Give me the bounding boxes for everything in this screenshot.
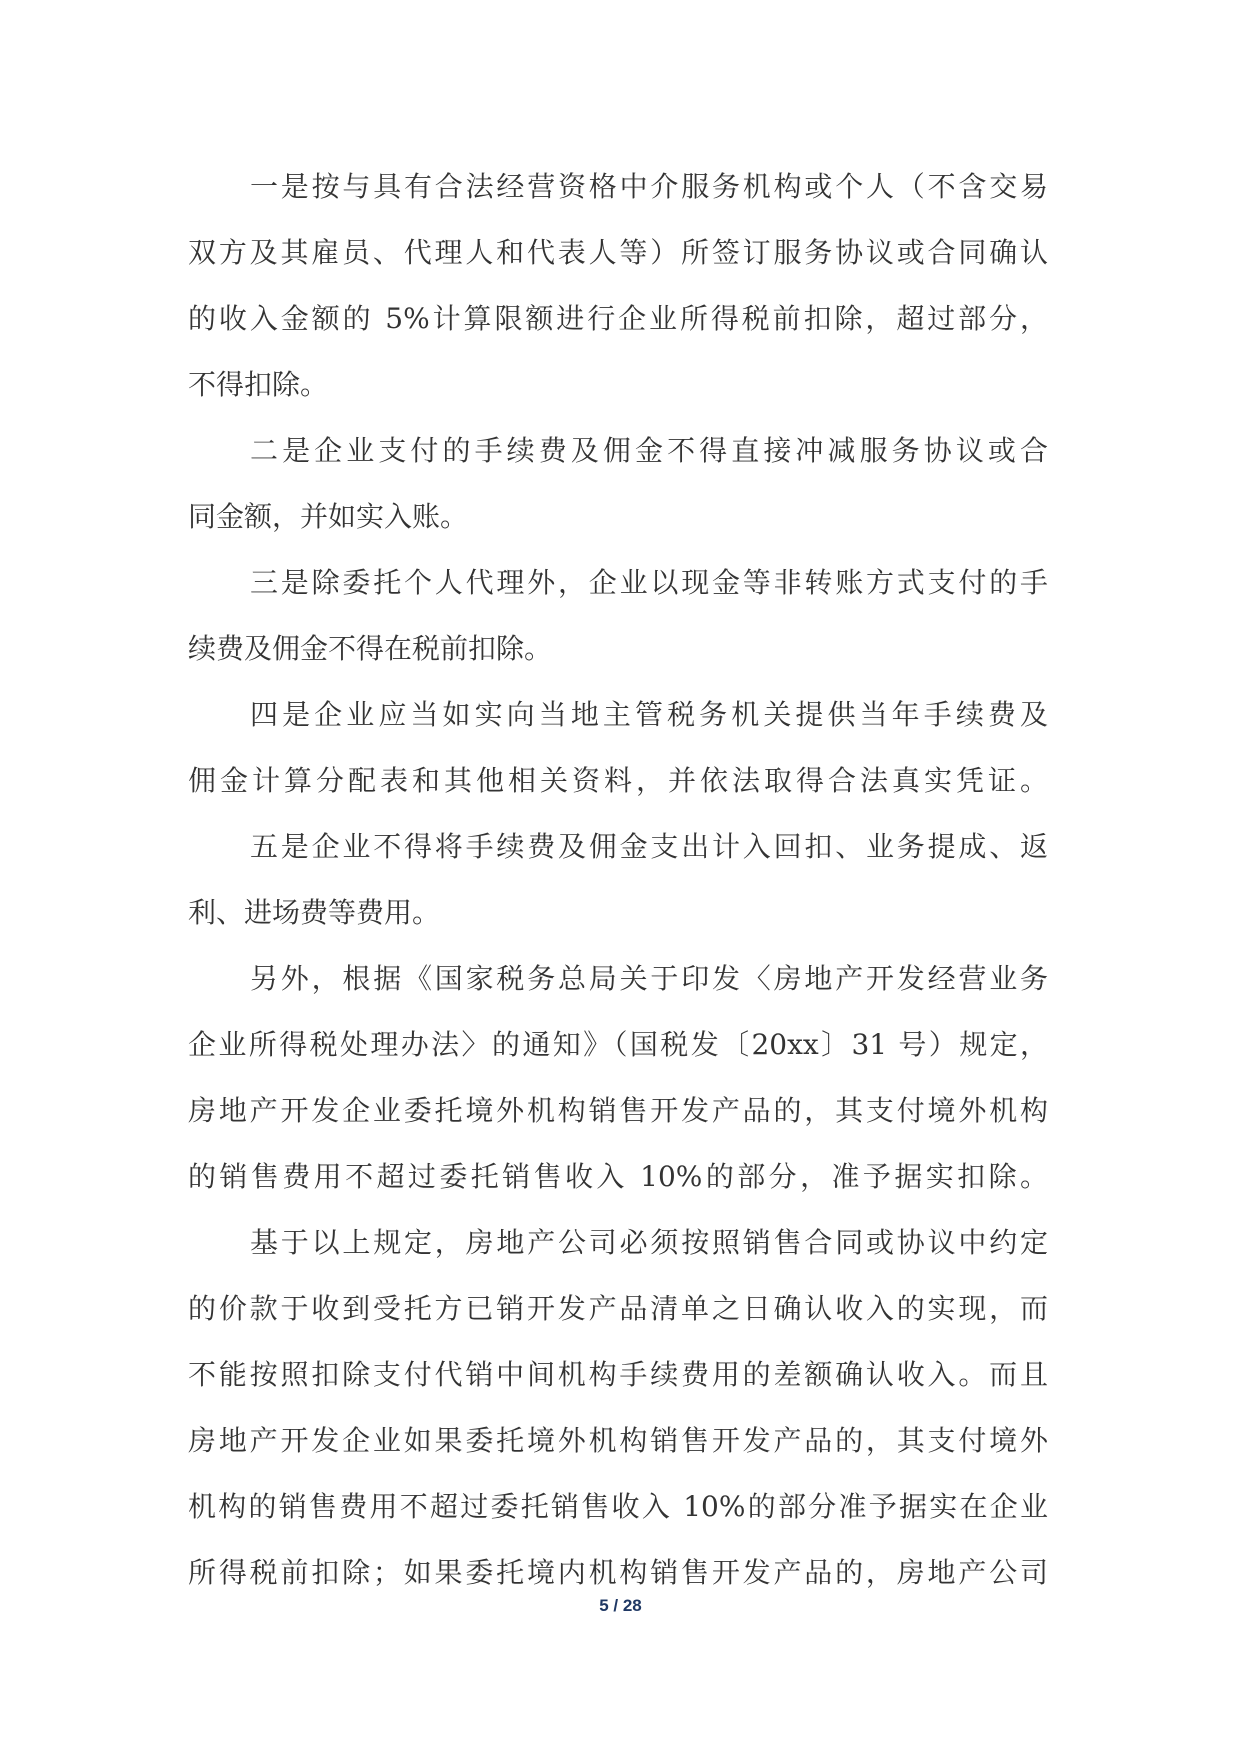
- text-line: 续费及佣金不得在税前扣除。: [188, 632, 553, 665]
- text-line: 佣金计算分配表和其他相关资料，并依法取得合法真实凭证。: [188, 764, 1048, 797]
- paragraph: [188, 550, 1048, 682]
- text-line: 的销售费用不超过委托销售收入 10%的部分，准予据实扣除。: [188, 1160, 1048, 1193]
- paragraph: [188, 946, 1048, 1210]
- text-line: 另外，根据《国家税务总局关于印发〈房地产开发经营业务: [250, 962, 1048, 995]
- text-line: 企业所得税处理办法〉的通知》（国税发〔20xx〕31 号）规定，: [188, 1028, 1048, 1061]
- paragraph: [188, 154, 1048, 418]
- paragraph: [188, 814, 1048, 946]
- text-line: 四是企业应当如实向当地主管税务机关提供当年手续费及: [250, 698, 1048, 731]
- text-line: 二是企业支付的手续费及佣金不得直接冲减服务协议或合: [250, 434, 1048, 467]
- text-line: 三是除委托个人代理外，企业以现金等非转账方式支付的手: [250, 566, 1048, 599]
- text-line: 所得税前扣除；如果委托境内机构销售开发产品的，房地产公司: [188, 1556, 1048, 1589]
- document-body: [188, 154, 1048, 1606]
- text-line: 同金额，并如实入账。: [188, 500, 469, 533]
- text-line: 机构的销售费用不超过委托销售收入 10%的部分准予据实在企业: [188, 1490, 1048, 1523]
- text-line: 五是企业不得将手续费及佣金支出计入回扣、业务提成、返: [250, 830, 1048, 863]
- text-line: 利、进场费等费用。: [188, 896, 441, 929]
- text-line: 一是按与具有合法经营资格中介服务机构或个人（不含交易: [250, 170, 1048, 203]
- paragraph: [188, 1210, 1048, 1606]
- text-line: 双方及其雇员、代理人和代表人等）所签订服务协议或合同确认: [188, 236, 1048, 269]
- text-line: 不得扣除。: [188, 368, 329, 401]
- text-line: 基于以上规定，房地产公司必须按照销售合同或协议中约定: [250, 1226, 1048, 1259]
- page-number: 5 / 28: [599, 1596, 642, 1615]
- text-line: 房地产开发企业如果委托境外机构销售开发产品的，其支付境外: [188, 1424, 1048, 1457]
- paragraph: [188, 682, 1048, 814]
- paragraph: [188, 418, 1048, 550]
- text-line: 不能按照扣除支付代销中间机构手续费用的差额确认收入。而且: [188, 1358, 1048, 1391]
- text-line: 的价款于收到受托方已销开发产品清单之日确认收入的实现，而: [188, 1292, 1048, 1325]
- text-line: 的收入金额的 5%计算限额进行企业所得税前扣除，超过部分，: [188, 302, 1048, 335]
- text-line: 房地产开发企业委托境外机构销售开发产品的，其支付境外机构: [188, 1094, 1048, 1127]
